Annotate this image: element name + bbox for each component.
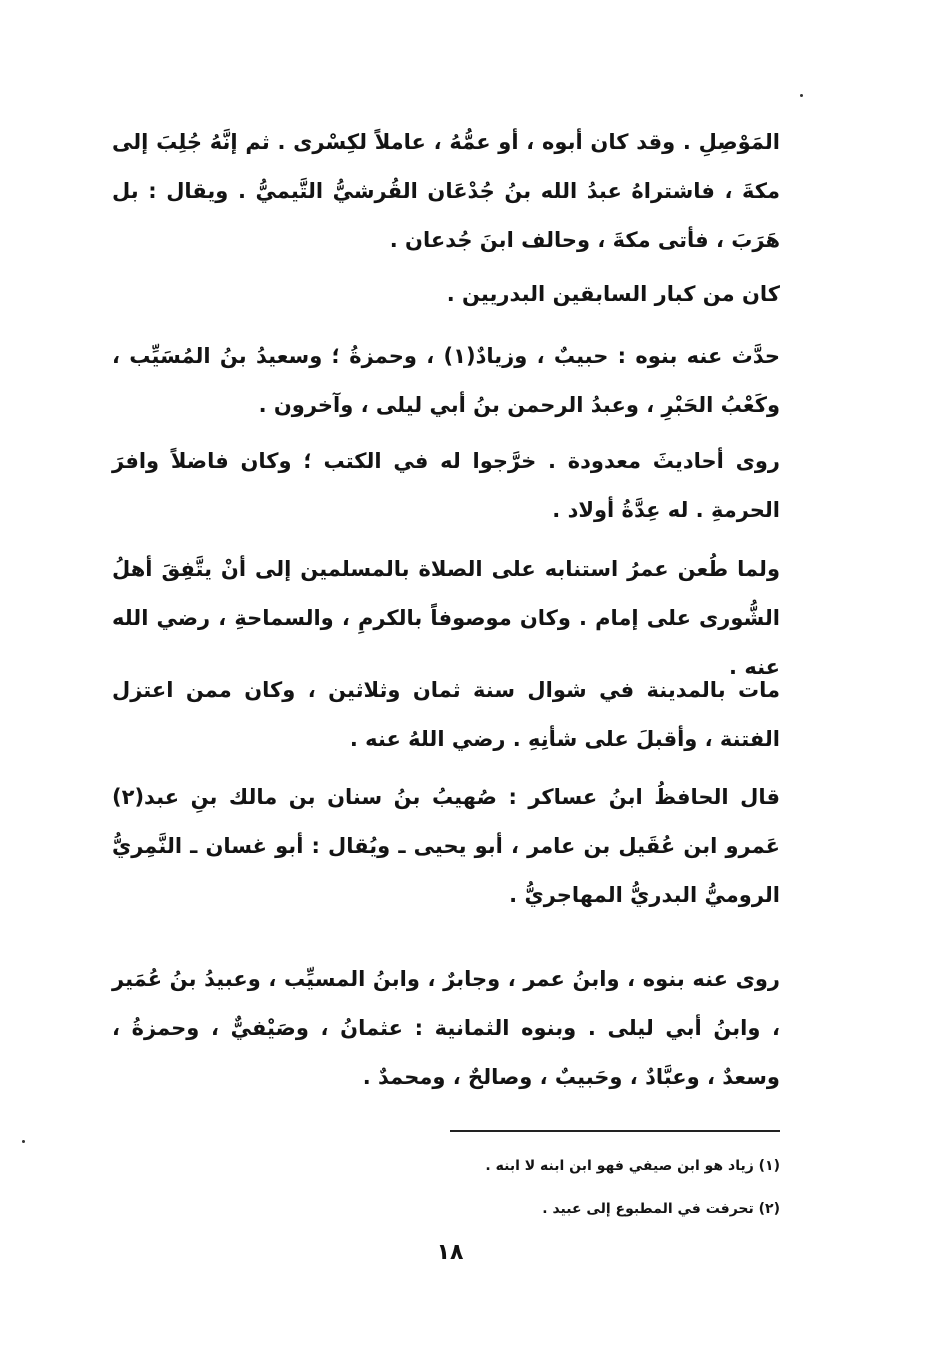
paragraph-umar: ولما طُعن عمرُ استنابه على الصلاة بالمسلمين إلى أنْ يتَّفِقَ أهلُ الشُّورى على إمام . وكان موصوفاً بالكرمِ ، والسماحةِ ، رضي الله عنه . <box>112 557 780 679</box>
paragraph-origin: المَوْصِلِ . وقد كان أبوه ، أو عمُّهُ ، عاملاً لكِسْرى . ثم إنَّهُ جُلِبَ إلى مكةَ ، فاشتراهُ عبدُ الله بنُ جُدْعَان القُرشيُّ التَّيميُّ . ويقال : بل هَرَبَ ، فأتى مكةَ ، وحالف ابنَ جُدعان . <box>112 130 780 252</box>
paragraph-narrators: حدَّث عنه بنوه : حبيبٌ ، وزيادٌ(١) ، وحمزةُ ؛ وسعيدُ بنُ المُسَيِّب ، وكَعْبُ الحَبْرِ ، وعبدُ الرحمن بنُ أبي ليلى ، وآخرون . <box>112 344 780 417</box>
print-speck <box>22 1140 25 1143</box>
footnote-1: (١) زياد هو ابن صيفي فهو ابن ابنه لا ابنه . <box>485 1158 780 1174</box>
paragraph-hadith: روى أحاديثَ معدودة . خرَّجوا له في الكتب ؛ وكان فاضلاً وافرَ الحرمةِ . له عِدَّةُ أولاد . <box>112 449 780 522</box>
footnote-separator <box>450 1130 780 1132</box>
paragraph-badr: كان من كبار السابقين البدريين . <box>446 282 780 306</box>
paragraph-death: مات بالمدينة في شوال سنة ثمان وثلاثين ، وكان ممن اعتزل الفتنة ، وأقبلَ على شأنِهِ . رضي اللهُ عنه . <box>112 678 780 751</box>
paragraph-sons: روى عنه بنوه ، وابنُ عمر ، وجابرٌ ، وابنُ المسيِّب ، وعبيدُ بنُ عُمَير ، وابنُ أبي ليلى . وبنوه الثمانية : عثمانُ ، وصَيْفيٌّ ، وحمزةُ ، وسعدٌ ، وعبَّادٌ ، وحَبيبٌ ، وصالحٌ ، ومحمدٌ . <box>112 967 780 1089</box>
footnote-2: (٢) تحرفت في المطبوع إلى عبيد . <box>542 1201 780 1217</box>
print-speck <box>800 94 803 97</box>
page-number: ١٨ <box>436 1240 464 1265</box>
paragraph-ibn-asakir: قال الحافظُ ابنُ عساكر : صُهيبُ بنُ سنان بن مالك بنِ عبد(٢) عَمرو ابن عُقَيل بن عامر ، أبو يحيى ـ ويُقال : أبو غسان ـ النَّمِريُّ الروميُّ البدريُّ المهاجريُّ . <box>112 785 780 907</box>
